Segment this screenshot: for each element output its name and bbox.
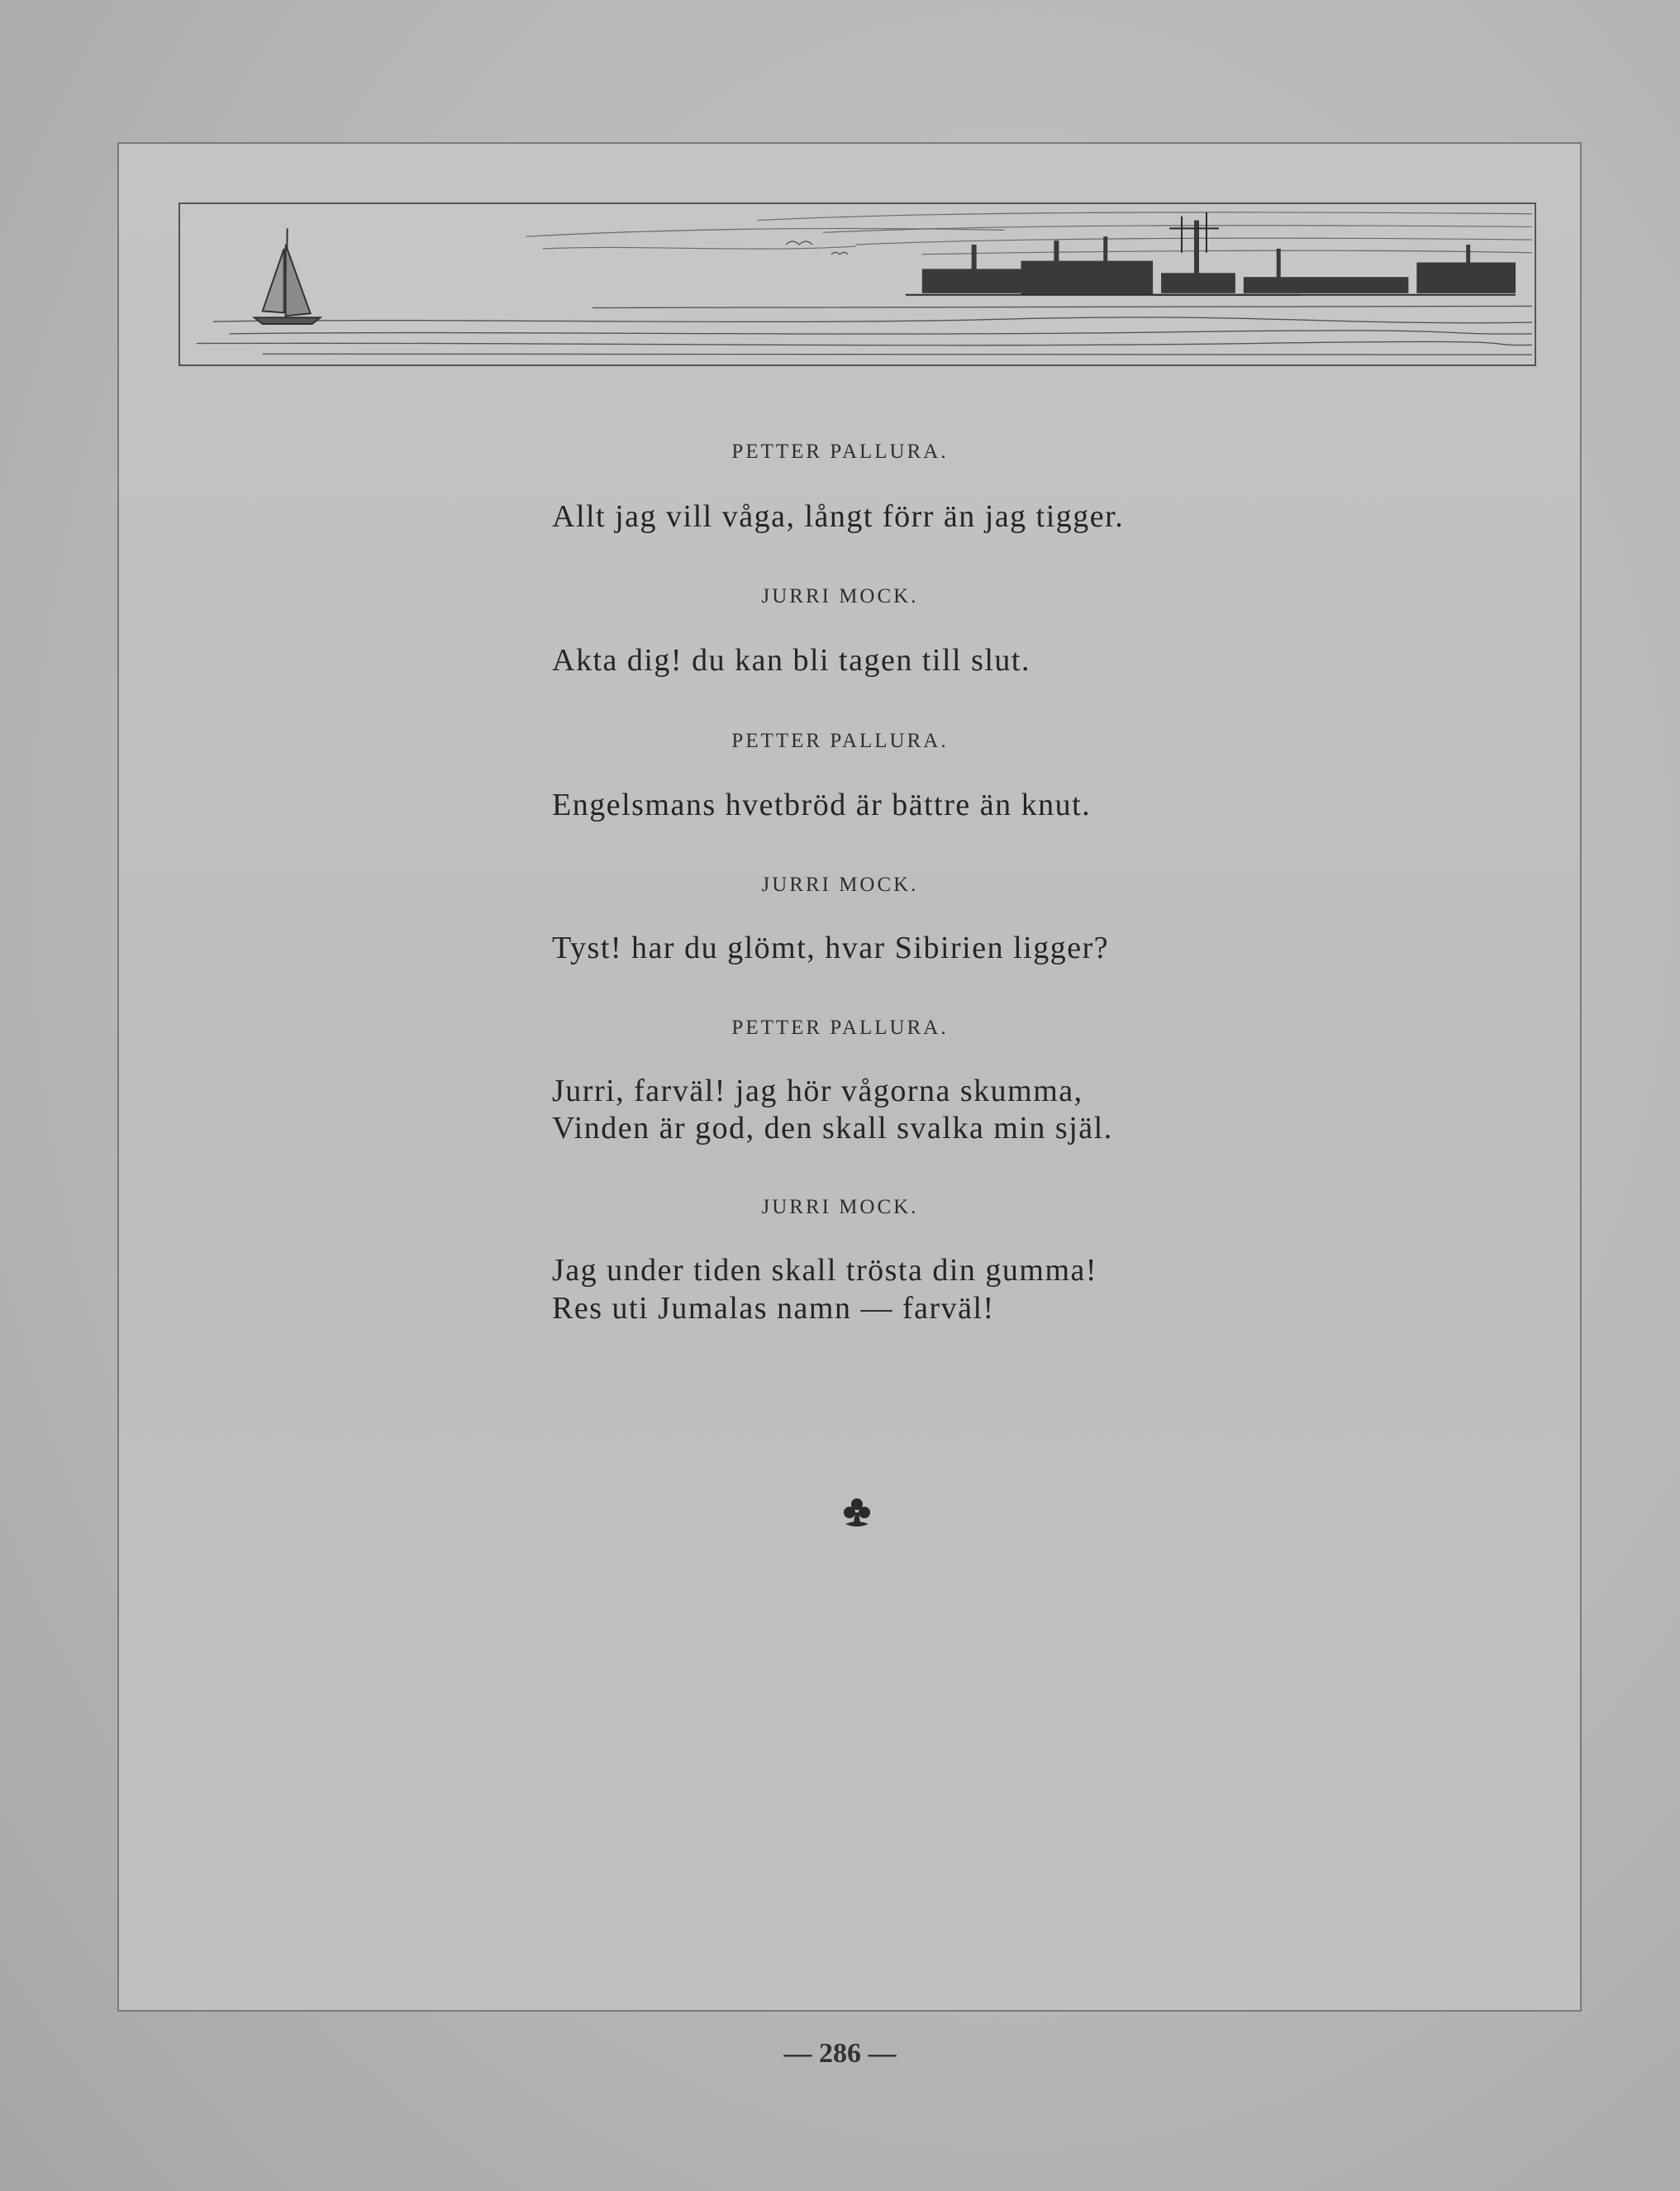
page-number: — 286 — <box>783 2038 897 2069</box>
speaker-name: JURRI MOCK. <box>761 874 919 896</box>
verse-line: Jag under tiden skall trösta din gumma! <box>552 1253 1098 1288</box>
verse-line: Engelsmans hvetbröd är bättre än knut. <box>552 788 1092 822</box>
verse-line: Tyst! har du glömt, hvar Sibirien ligger? <box>552 931 1110 965</box>
speaker-name: JURRI MOCK. <box>761 1196 919 1218</box>
harbor-scene-illustration <box>178 202 1536 366</box>
verse-line: Akta dig! du kan bli tagen till slut. <box>552 643 1030 678</box>
verse-line: Res uti Jumalas namn — farväl! <box>552 1291 995 1326</box>
speaker-name: PETTER PALLURA. <box>731 441 949 463</box>
verse-line: Jurri, farväl! jag hör vågorna skumma, <box>552 1074 1083 1108</box>
speaker-name: PETTER PALLURA. <box>731 730 949 752</box>
speaker-name: JURRI MOCK. <box>761 585 919 607</box>
verse-line: Allt jag vill våga, långt förr än jag tigger. <box>552 499 1125 534</box>
verse-line: Vinden är god, den skall svalka min själ. <box>552 1111 1113 1146</box>
speaker-name: PETTER PALLURA. <box>731 1017 949 1039</box>
club-ornament-icon <box>839 1494 875 1531</box>
